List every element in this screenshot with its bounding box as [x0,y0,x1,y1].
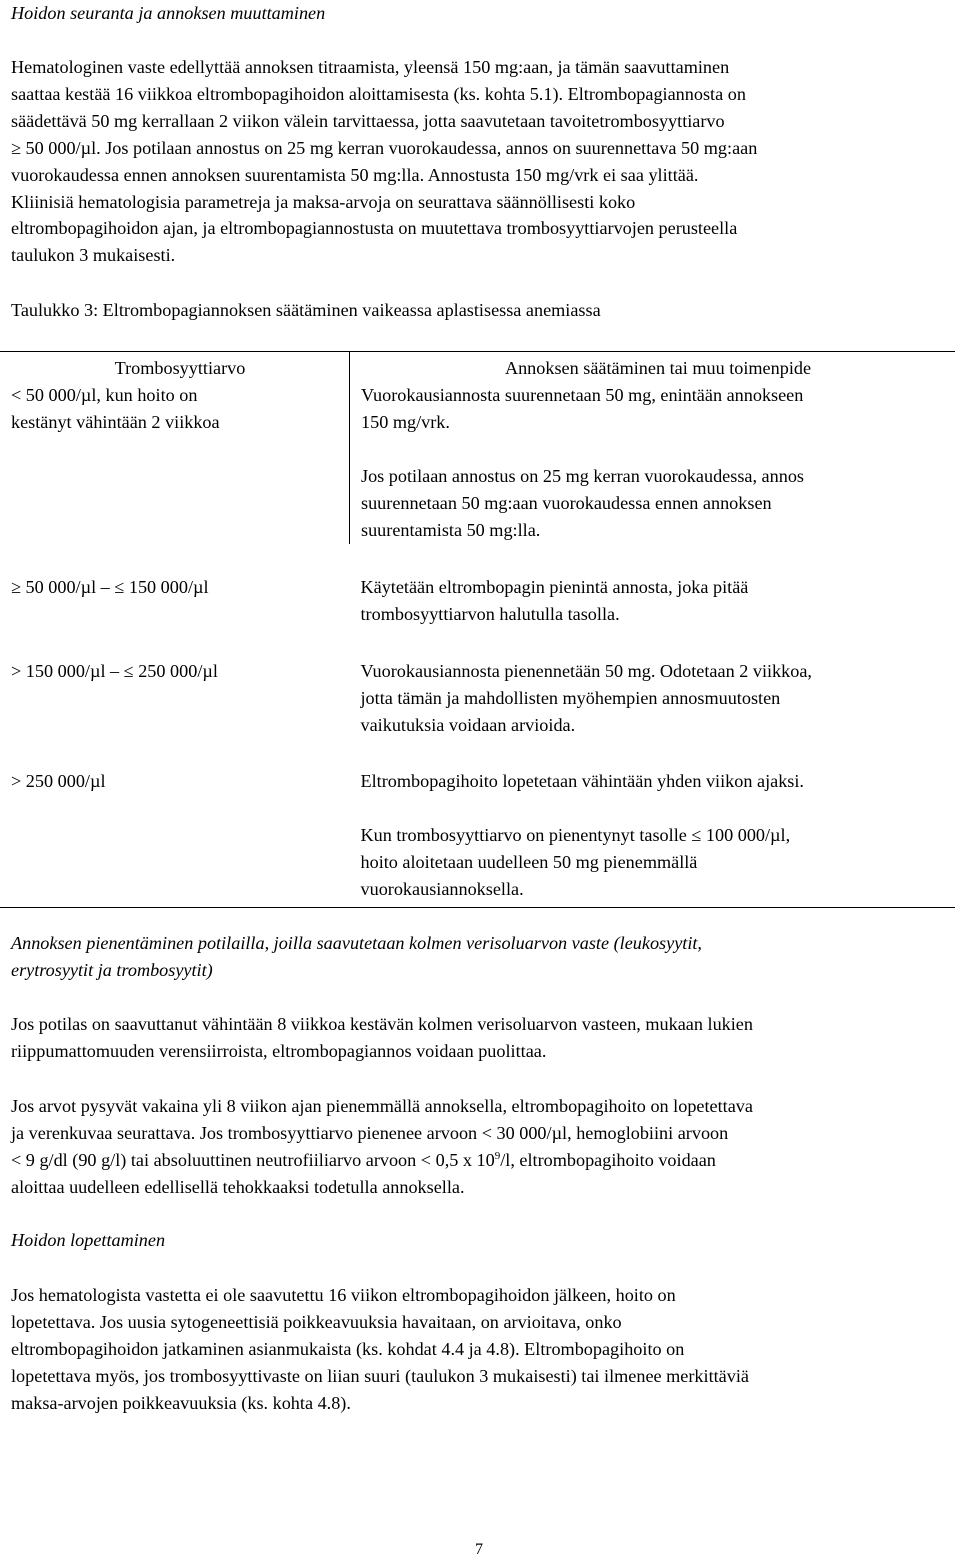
cell-line: vuorokausiannoksella. [360,879,524,899]
cell-spacer [361,436,955,463]
cell-line: hoito aloitetaan uudelleen 50 mg pienemmällä [360,852,698,872]
cell-line: trombosyyttiarvon halutulla tasolla. [360,604,620,624]
text-line: Jos potilas on saavuttanut vähintään 8 viikkoa kestävän kolmen verisoluarvon vasteen, mukaan lukien [11,1014,753,1034]
text-line: ja verenkuvaa seurattava. Jos trombosyyttiarvo pienenee arvoon < 30 000/µl, hemoglobiini arvoon [11,1122,729,1143]
cell-line: < 50 000/µl, kun hoito on [11,385,198,405]
text-segment: /l, eltrombopagihoito voidaan [500,1149,716,1170]
cell-line: ≥ 50 000/µl – ≤ 150 000/µl [11,577,209,597]
cell-line: suurentamista 50 mg:lla. [361,520,541,540]
stopping-paragraph [11,1282,749,1417]
cell-line: 150 mg/vrk. [361,412,450,432]
cell-line: kestänyt vähintään 2 viikkoa [11,412,220,432]
cell-line: jotta tämän ja mahdollisten myöhempien annosmuutosten [360,688,781,708]
text-line: Jos arvot pysyvät vakaina yli 8 viikon ajan pienemmällä annoksella, eltrombopagihoito on lopetettava [11,1096,753,1116]
table-cell [0,352,350,545]
text-segment: < 9 g/dl (90 g/l) tai absoluuttinen neutrofiiliarvo arvoon < 0,5 x 10 [11,1149,495,1170]
cell-spacer [361,795,956,822]
text-line: taulukon 3 mukaisesti. [11,245,176,266]
table-cell [350,628,956,739]
text-line: lopetettava myös, jos trombosyyttivaste on liian suuri (taulukon 3 mukaisesti) tai ilmenee merkittäviä [11,1365,749,1386]
column-header-platelet: Trombosyyttiarvo [114,358,246,378]
cell-line: > 150 000/µl – ≤ 250 000/µl [11,661,218,681]
text-line: riippumattomuuden verensiirroista, eltrombopagiannos voidaan puolittaa. [11,1040,547,1061]
table-cell [350,352,956,545]
text-line: saattaa kestää 16 viikkoa eltrombopagihoidon aloittamisesta (ks. kohta 5.1). Eltrombopagiannosta on [11,83,746,104]
text-line: eltrombopagihoidon jatkaminen asianmukaista (ks. kohdat 4.4 ja 4.8). Eltrombopagihoito on [11,1338,685,1359]
table-cell [350,544,956,628]
table-header-row [0,352,955,545]
table-row [0,739,955,908]
text-line: ≥ 50 000/µl. Jos potilaan annostus on 25 mg kerran vuorokaudessa, annos on suurennettava 50 mg:aan [11,137,758,158]
text-line: lopetettava. Jos uusia sytogeneettisiä poikkeavuuksia havaitaan, on arvioitava, onko [11,1311,622,1332]
cell-line: Kun trombosyyttiarvo on pienentynyt tasolle ≤ 100 000/µl, [360,825,791,845]
table-caption: Taulukko 3: Eltrombopagiannoksen säätäminen vaikeassa aplastisessa anemiassa [11,300,601,320]
cell-line: > 250 000/µl [11,771,106,791]
table-row [0,544,955,628]
text-line: aloittaa uudelleen edellisellä tehokkaaksi todetulla annoksella. [11,1176,465,1197]
monitoring-paragraph [11,54,757,269]
section-heading-stopping: Hoidon lopettaminen [11,1230,166,1250]
cell-line: Eltrombopagihoito lopetetaan vähintään yhden viikon ajaksi. [360,771,804,791]
text-line: Jos hematologista vastetta ei ole saavutettu 16 viikon eltrombopagihoidon jälkeen, hoito on [11,1285,676,1305]
table-row [0,628,955,739]
text-line: Hematologinen vaste edellyttää annoksen titraamista, yleensä 150 mg:aan, ja tämän saavuttaminen [11,57,730,77]
cell-line: Jos potilaan annostus on 25 mg kerran vuorokaudessa, annos [361,466,804,486]
page-number: 7 [475,1541,483,1558]
reduction-paragraph-1 [11,1011,753,1065]
cell-line: Vuorokausiannosta suurennetaan 50 mg, enintään annokseen [361,385,804,405]
cell-line: Käytetään eltrombopagin pienintä annosta, joka pitää [360,577,749,597]
cell-line: suurennetaan 50 mg:aan vuorokaudessa ennen annoksen [361,493,772,513]
cell-line: Vuorokausiannosta pienennetään 50 mg. Odotetaan 2 viikkoa, [360,661,812,681]
text-line: maksa-arvojen poikkeavuuksia (ks. kohta 4.8). [11,1392,351,1413]
table-cell [0,739,350,908]
section-heading-dose-reduction [11,930,702,984]
text-line: Kliinisiä hematologisia parametreja ja maksa-arvoja on seurattava säännöllisesti koko [11,191,636,212]
heading-line: erytrosyytit ja trombosyytit) [11,959,213,980]
dose-adjustment-table [0,351,955,908]
section-heading-monitoring: Hoidon seuranta ja annoksen muuttaminen [11,3,326,23]
table-cell [0,628,350,739]
text-line: säädettävä 50 mg kerrallaan 2 viikon välein tarvittaessa, jotta saavutetaan tavoitetrombosyyttiarvo [11,110,725,131]
reduction-paragraph-2 [11,1093,753,1201]
table-cell [0,544,350,628]
text-line: eltrombopagihoidon ajan, ja eltrombopagiannostusta on muutettava trombosyyttiarvojen perusteella [11,218,738,239]
text-line: vuorokaudessa ennen annoksen suurentamista 50 mg:lla. Annostusta 150 mg/vrk ei saa ylittää. [11,164,699,185]
heading-line: Annoksen pienentäminen potilailla, joilla saavutetaan kolmen verisoluarvon vaste (leukosyytit, [11,933,702,953]
cell-line: vaikutuksia voidaan arvioida. [360,715,576,735]
column-header-action: Annoksen säätäminen tai muu toimenpide [504,358,812,378]
table-cell [350,739,956,908]
superscript-exponent: 9 [494,1149,501,1162]
text-line [11,1147,753,1174]
